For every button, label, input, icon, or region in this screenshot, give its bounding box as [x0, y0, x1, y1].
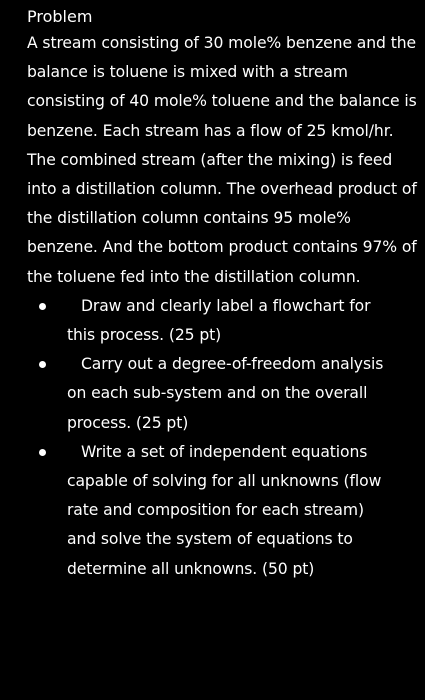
task-list: [27, 292, 425, 584]
task-item: [27, 292, 389, 350]
task-item: [27, 438, 389, 584]
bullet-dot-icon: [39, 449, 46, 456]
task-text: Draw and clearly label a flowchart for this process. (25 pt): [67, 296, 371, 345]
task-text: Carry out a degree-of-freedom analysis on each sub-system and on the overall process. (25 pt): [67, 355, 384, 432]
problem-statement: A stream consisting of 30 mole% benzene and the balance is toluene is mixed with a stream consisting of 40 mole% toluene and the balance is benzene. Each stream has a flow of 25 kmol/hr. The combined stream (after the mixing) is feed into a distillation column. The overhead product of the distillation column contains 95 mole% benzene. And the bottom product contains 97% of the toluene fed into the distillation column.: [27, 34, 417, 286]
problem-title: Problem: [27, 7, 93, 26]
task-item: [27, 350, 389, 438]
bullet-dot-icon: [39, 303, 46, 310]
task-text: Write a set of independent equations capable of solving for all unknowns (flow rate and composition for each stream) and solve the system of equations to determine all unknowns. (50 pt): [67, 442, 382, 578]
bullet-dot-icon: [39, 361, 46, 368]
